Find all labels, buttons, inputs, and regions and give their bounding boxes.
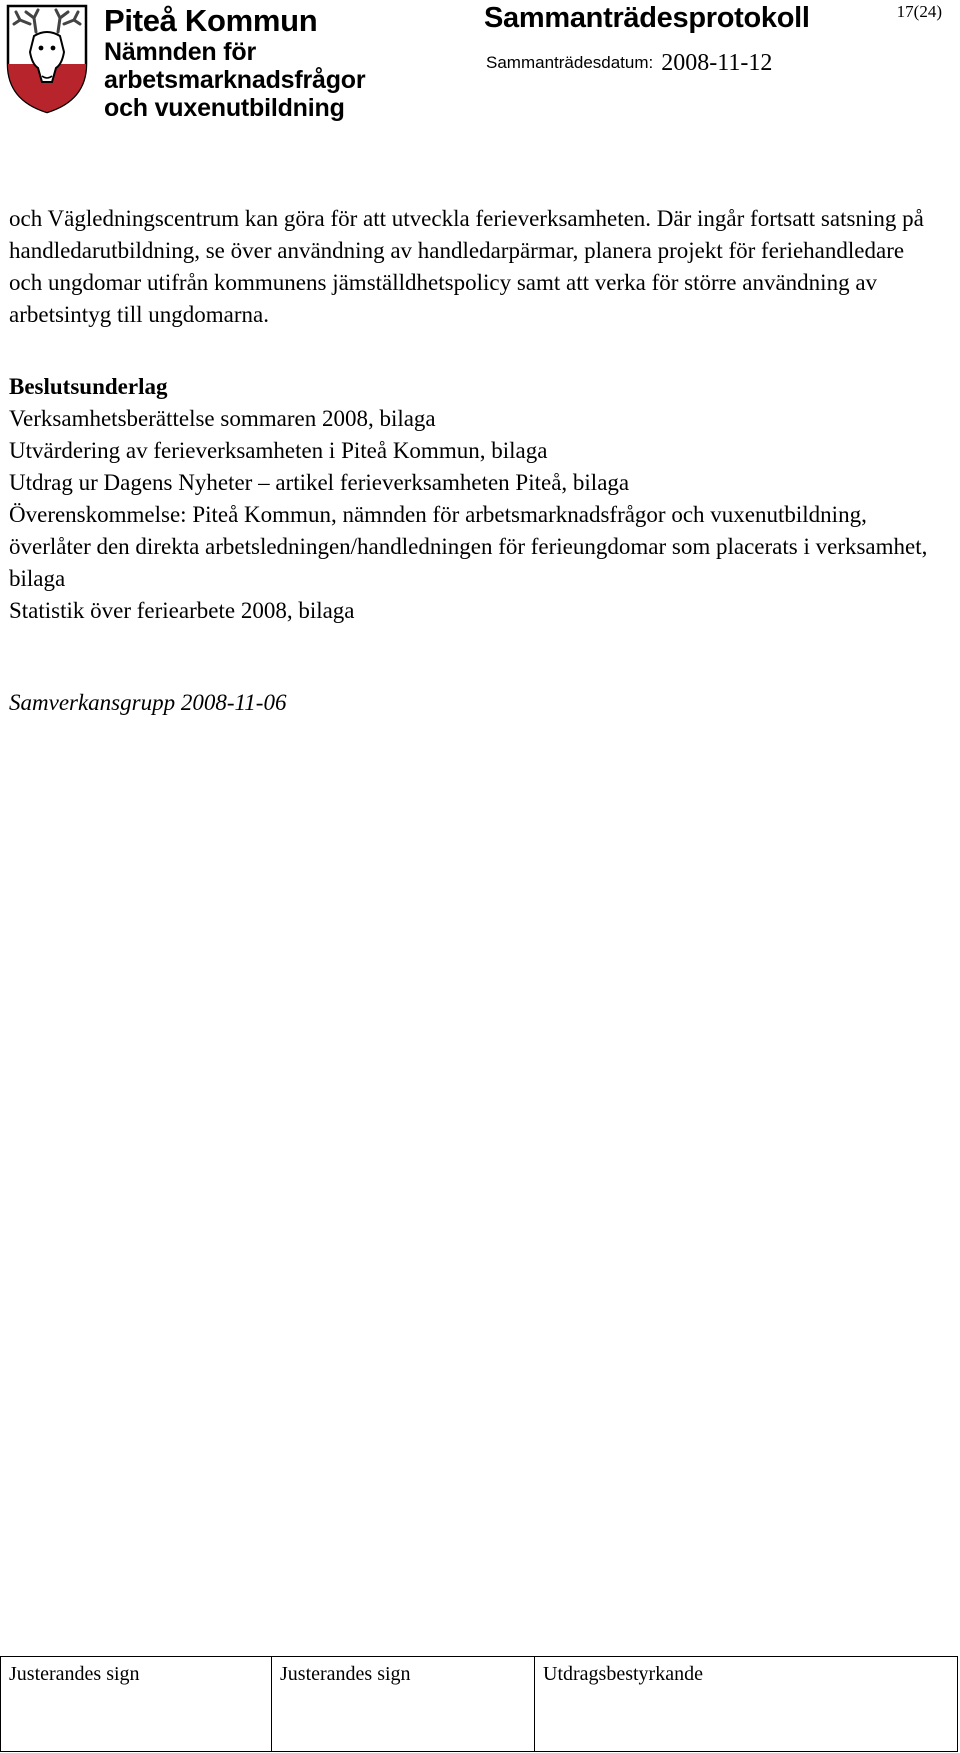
signature-cell: Justerandes sign	[272, 1657, 535, 1752]
list-item: Utvärdering av ferieverksamheten i Piteå Kommun, bilaga	[9, 438, 548, 463]
document-title: Sammanträdesprotokoll	[484, 2, 810, 34]
list-item: Utdrag ur Dagens Nyheter – artikel ferieverksamheten Piteå, bilaga	[9, 470, 630, 495]
signature-cell: Justerandes sign	[1, 1657, 272, 1752]
list-item: Verksamhetsberättelse sommaren 2008, bilaga	[9, 406, 436, 431]
list-item: Statistik över feriearbete 2008, bilaga	[9, 598, 355, 623]
italic-note: Samverkansgrupp 2008-11-06	[9, 690, 287, 715]
decision-basis-list	[9, 403, 939, 627]
list-item: Överenskommelse: Piteå Kommun, nämnden för arbetsmarknadsfrågor och vuxenutbildning, överlåter den direkta arbetsledningen/handledningen för ferieungdomar som placerats i verksamhet, bilaga	[9, 502, 928, 591]
page-number: 17(24)	[896, 2, 942, 21]
dept-line-3: och vuxenutbildning	[104, 94, 345, 122]
meeting-date-label: Sammanträdesdatum:	[486, 53, 654, 72]
section-heading: Beslutsunderlag	[9, 374, 168, 399]
meeting-date	[486, 48, 772, 75]
dept-line-2: arbetsmarknadsfrågor	[104, 66, 366, 94]
org-name: Piteå Kommun	[104, 3, 318, 38]
document-body	[9, 203, 939, 719]
intro-paragraph: och Vägledningscentrum kan göra för att utveckla ferieverksamheten. Där ingår fortsatt satsning på handledarutbildning, se över användning av handledarpärmar, planera projekt för feriehandledare och ungdomar utifrån kommunens jämställdhetspolicy samt att verka för större användning av arbetsintyg till ungdomarna.	[9, 206, 924, 327]
organization-block	[104, 4, 365, 122]
dept-line-1: Nämnden för	[104, 38, 256, 66]
reindeer-coat-of-arms-icon	[4, 2, 90, 114]
meeting-date-value: 2008-11-12	[661, 50, 773, 76]
signature-table	[0, 1656, 958, 1752]
signature-cell: Utdragsbestyrkande	[535, 1657, 958, 1752]
